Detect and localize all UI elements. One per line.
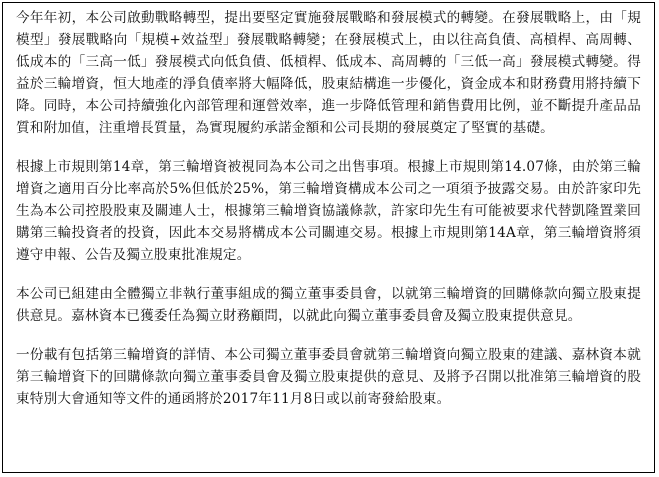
boxed-text-frame: [2, 2, 655, 473]
paragraph-circular: 一份載有包括第三輪增資的詳情、本公司獨立董事委員會就第三輪增資向獨立股東的建議、嘉林資本就第三輪增資下的回購條款向獨立董事委員會及獨立股東提供的意見、及將予召開以批准第三輪增資的股東特別大會通知等文件的通函將於2017年11月8日或以前寄發給股東。: [16, 347, 641, 407]
paragraph-independent-committee: 本公司已組建由全體獨立非執行董事組成的獨立董事委員會，以就第三輪增資的回購條款向獨立股東提供意見。嘉林資本已獲委任為獨立財務顧問，以就此向獨立董事委員會及獨立股東提供意見。: [16, 286, 641, 324]
paragraph-listing-rules: 根據上市規則第14章，第三輪增資被視同為本公司之出售事項。根據上市規則第14.07條，由於第三輪增資之適用百分比率高於5%但低於25%，第三輪增資構成本公司之一項須予披露交易。由於許家印先生為本公司控股股東及關連人士，根據第三輪增資協議條款，許家印先生有可能被要求代替凱隆置業回購第三輪投資者的投資，因此本交易將構成本公司關連交易。根據上市規則第14A章，第三輪增資將須遵守申報、公告及獨立股東批准規定。: [16, 159, 641, 263]
paragraph-strategy: 今年年初，本公司啟動戰略轉型，提出要堅定實施發展戰略和發展模式的轉變。在發展戰略上，由「規模型」發展戰略向「規模+效益型」發展戰略轉變；在發展模式上，由以往高負債、高槓桿、高周轉、低成本的「三高一低」發展模式向低負債、低槓桿、低成本、高周轉的「三低一高」發展模式轉變。得益於三輪增資，恒大地產的淨負債率將大幅降低，股東結構進一步優化，資金成本和財務費用將持續下降。同時，本公司持續強化內部管理和運營效率，進一步降低管理和銷售費用比例，並不斷提升產品品質和附加值，注重增長質量，為實現履約承諾金額和公司長期的發展奠定了堅實的基礎。: [16, 10, 641, 136]
